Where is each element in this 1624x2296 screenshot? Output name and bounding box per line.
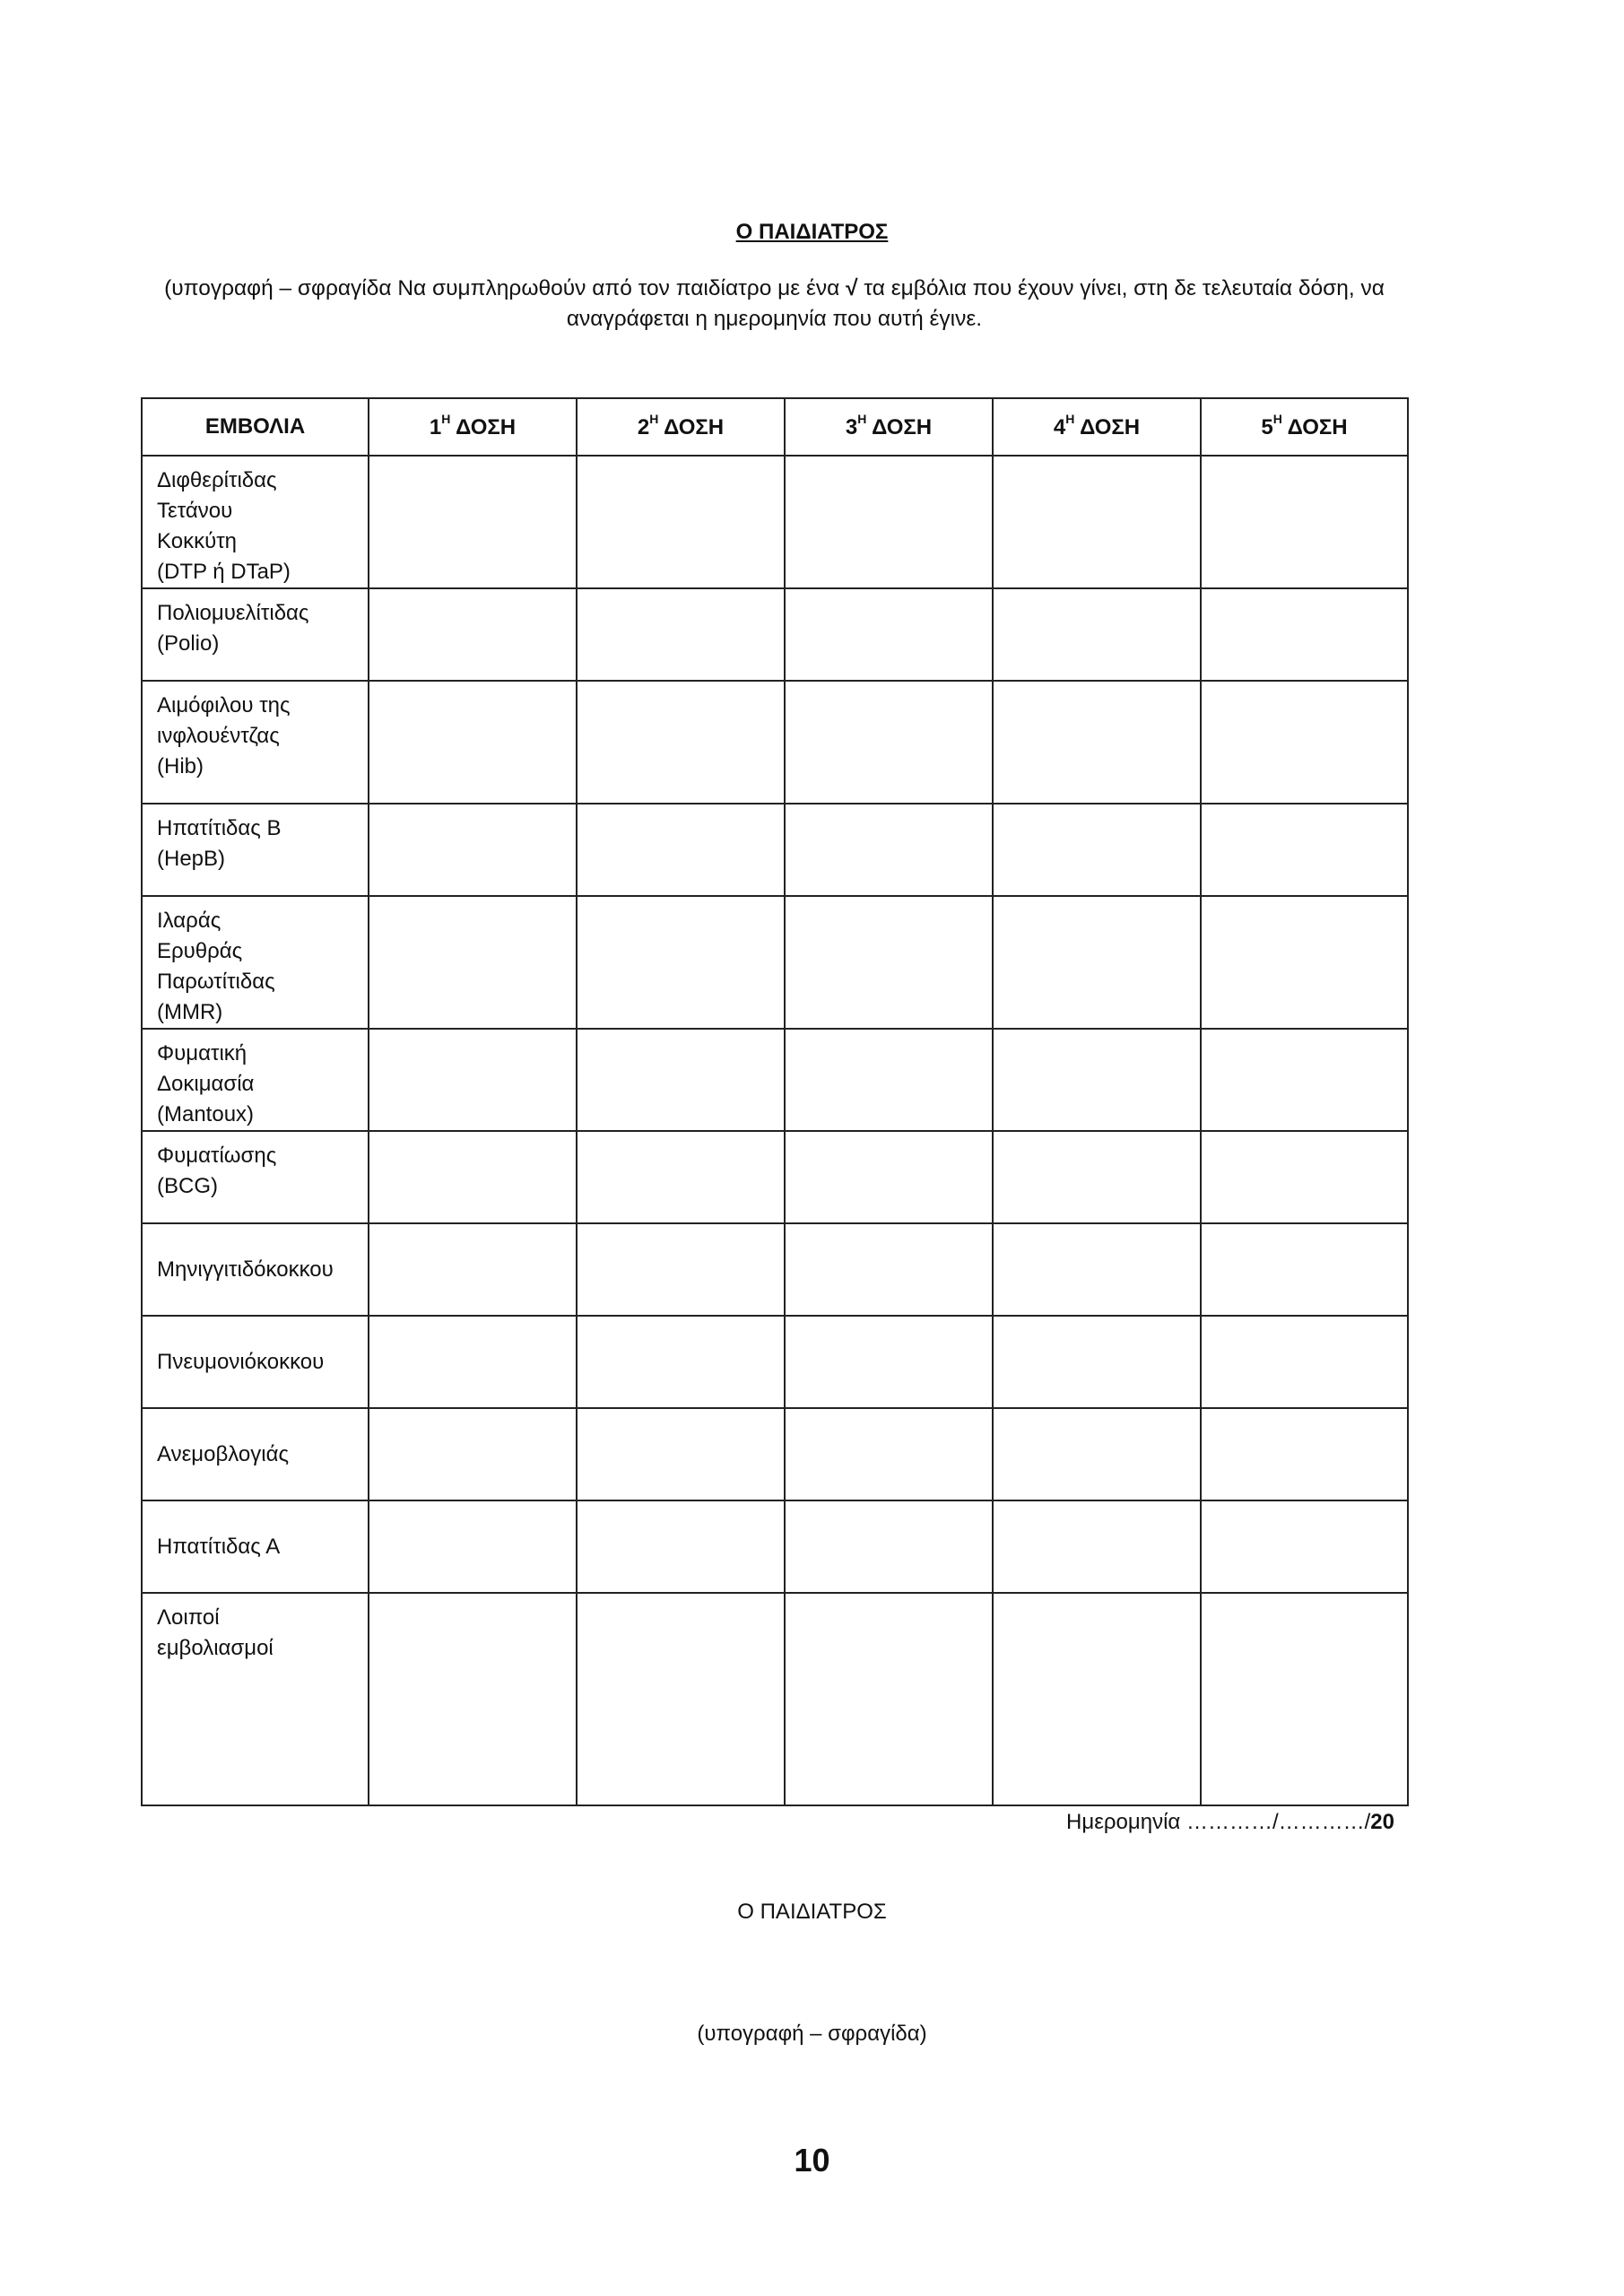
header-dose-5 <box>1201 398 1408 456</box>
table-row <box>142 588 1408 681</box>
dose-cell[interactable] <box>577 456 785 588</box>
dose-label: ΔΟΣΗ <box>450 414 517 439</box>
vaccine-name-line: ινφλουέντζας <box>157 724 280 748</box>
dose-cell[interactable] <box>1201 1316 1408 1408</box>
vaccine-name-cell <box>142 1500 369 1593</box>
dose-cell[interactable] <box>993 1316 1201 1408</box>
dose-number: 3 <box>845 414 858 439</box>
dose-cell[interactable] <box>993 804 1201 896</box>
dose-cell[interactable] <box>785 1593 993 1805</box>
page-number: 10 <box>794 2142 830 2179</box>
vaccine-name-cell <box>142 1316 369 1408</box>
header-dose-2 <box>577 398 785 456</box>
dose-cell[interactable] <box>577 1029 785 1131</box>
date-prefix: Ημερομηνία …………/…………/ <box>1066 1810 1371 1834</box>
dose-cell[interactable] <box>577 681 785 804</box>
vaccine-name-line: (Mantoux) <box>157 1102 255 1126</box>
dose-cell[interactable] <box>369 1223 577 1316</box>
checkmark-symbol: √ <box>846 276 858 300</box>
vaccine-name-line: Αιμόφιλου της <box>157 693 291 718</box>
dose-cell[interactable] <box>577 804 785 896</box>
dose-cell[interactable] <box>993 1223 1201 1316</box>
dose-number: 1 <box>429 414 442 439</box>
vaccine-name-line: Πνευμονιόκοκκου <box>157 1349 325 1374</box>
dose-superscript: Η <box>441 411 451 426</box>
table-row <box>142 1316 1408 1408</box>
dose-cell[interactable] <box>577 896 785 1029</box>
dose-cell[interactable] <box>1201 681 1408 804</box>
dose-label: ΔΟΣΗ <box>1074 414 1141 439</box>
table-row <box>142 1223 1408 1316</box>
dose-cell[interactable] <box>577 1408 785 1500</box>
dose-cell[interactable] <box>785 456 993 588</box>
dose-number: 2 <box>637 414 650 439</box>
vaccine-name-line: Κοκκύτη <box>157 529 238 553</box>
table-row <box>142 1131 1408 1223</box>
dose-cell[interactable] <box>993 588 1201 681</box>
dose-number: 4 <box>1053 414 1066 439</box>
dose-cell[interactable] <box>577 1500 785 1593</box>
signature-title: Ο ΠΑΙΔΙΑΤΡΟΣ <box>737 1900 887 1924</box>
vaccine-name-cell <box>142 896 369 1029</box>
vaccine-name-line: (BCG) <box>157 1174 218 1198</box>
header-dose-1 <box>369 398 577 456</box>
table-row <box>142 1408 1408 1500</box>
vaccine-name-line: Μηνιγγιτιδόκοκκου <box>157 1257 334 1282</box>
table-row <box>142 804 1408 896</box>
vaccine-name-cell <box>142 1029 369 1131</box>
dose-cell[interactable] <box>1201 896 1408 1029</box>
dose-cell[interactable] <box>993 1131 1201 1223</box>
dose-cell[interactable] <box>785 804 993 896</box>
vaccine-name-line: Τετάνου <box>157 499 233 523</box>
vaccine-name-line: (Hib) <box>157 754 204 778</box>
vaccine-name-line: Ηπατίτιδας Β <box>157 816 282 840</box>
dose-cell[interactable] <box>369 1593 577 1805</box>
dose-cell[interactable] <box>785 1029 993 1131</box>
dose-label: ΔΟΣΗ <box>1281 414 1348 439</box>
dose-cell[interactable] <box>369 804 577 896</box>
vaccine-name-cell <box>142 1131 369 1223</box>
dose-cell[interactable] <box>1201 456 1408 588</box>
dose-cell[interactable] <box>577 1593 785 1805</box>
date-year: 20 <box>1370 1810 1394 1834</box>
dose-cell[interactable] <box>785 1500 993 1593</box>
vaccine-name-line: Δοκιμασία <box>157 1072 255 1096</box>
header-dose-4 <box>993 398 1201 456</box>
vaccine-name-line: εμβολιασμοί <box>157 1636 274 1660</box>
dose-cell[interactable] <box>785 1316 993 1408</box>
dose-cell[interactable] <box>577 1223 785 1316</box>
vaccine-name-line: Λοιποί <box>157 1605 220 1630</box>
dose-cell[interactable] <box>785 1408 993 1500</box>
vaccine-name-line: Φυματική <box>157 1041 248 1065</box>
dose-cell[interactable] <box>785 896 993 1029</box>
dose-cell[interactable] <box>577 1316 785 1408</box>
dose-number: 5 <box>1261 414 1273 439</box>
dose-cell[interactable] <box>1201 1223 1408 1316</box>
vaccine-name-line: Ιλαράς <box>157 909 221 933</box>
dose-superscript: Η <box>857 411 867 426</box>
dose-label: ΔΟΣΗ <box>658 414 725 439</box>
vaccine-name-line: Ερυθράς <box>157 939 243 963</box>
instructions-text <box>161 274 1387 335</box>
dose-cell[interactable] <box>369 588 577 681</box>
dose-cell[interactable] <box>369 681 577 804</box>
dose-superscript: Η <box>1065 411 1075 426</box>
dose-superscript: Η <box>649 411 659 426</box>
vaccine-name-cell <box>142 1408 369 1500</box>
table-row <box>142 1593 1408 1805</box>
dose-cell[interactable] <box>369 1029 577 1131</box>
dose-cell[interactable] <box>1201 1408 1408 1500</box>
signature-stamp: (υπογραφή – σφραγίδα) <box>697 2022 927 2046</box>
vaccine-name-cell <box>142 456 369 588</box>
dose-cell[interactable] <box>1201 804 1408 896</box>
vaccine-name-cell <box>142 1593 369 1805</box>
dose-label: ΔΟΣΗ <box>866 414 933 439</box>
dose-cell[interactable] <box>369 896 577 1029</box>
dose-cell[interactable] <box>785 681 993 804</box>
vaccine-name-line: Ηπατίτιδας Α <box>157 1534 281 1559</box>
vaccine-name-line: (DTP ή DTaP) <box>157 560 291 584</box>
dose-cell[interactable] <box>993 1500 1201 1593</box>
dose-cell[interactable] <box>577 588 785 681</box>
dose-cell[interactable] <box>369 1408 577 1500</box>
vaccine-name-cell <box>142 804 369 896</box>
table-row <box>142 1500 1408 1593</box>
dose-cell[interactable] <box>785 1223 993 1316</box>
dose-cell[interactable] <box>1201 1029 1408 1131</box>
table-row <box>142 681 1408 804</box>
dose-cell[interactable] <box>993 896 1201 1029</box>
dose-cell[interactable] <box>369 1316 577 1408</box>
dose-cell[interactable] <box>993 1593 1201 1805</box>
dose-cell[interactable] <box>993 1408 1201 1500</box>
vaccine-name-line: Διφθερίτιδας <box>157 468 277 492</box>
dose-superscript: Η <box>1272 411 1282 426</box>
instructions-part-1: (υπογραφή – σφραγίδα Να συμπληρωθούν από τον παιδίατρο με ένα <box>164 276 847 300</box>
vaccine-name-line: Ανεμοβλογιάς <box>157 1441 290 1466</box>
dose-cell[interactable] <box>577 1131 785 1223</box>
vaccine-name-cell <box>142 681 369 804</box>
dose-cell[interactable] <box>785 588 993 681</box>
dose-cell[interactable] <box>785 1131 993 1223</box>
table-row <box>142 896 1408 1029</box>
page-heading: Ο ΠΑΙΔΙΑΤΡΟΣ <box>735 220 889 244</box>
dose-cell[interactable] <box>369 1500 577 1593</box>
dose-cell[interactable] <box>1201 1593 1408 1805</box>
vaccine-name-line: (MMR) <box>157 1000 223 1024</box>
table-header-row <box>142 398 1408 456</box>
dose-cell[interactable] <box>993 681 1201 804</box>
dose-cell[interactable] <box>369 456 577 588</box>
vaccine-name-line: Φυματίωσης <box>157 1144 277 1168</box>
header-dose-3 <box>785 398 993 456</box>
header-vaccines: ΕΜΒΟΛΙΑ <box>142 398 369 456</box>
vaccine-name-line: (Polio) <box>157 631 220 656</box>
dose-cell[interactable] <box>369 1131 577 1223</box>
instructions-part-2: τα εμβόλια που έχουν γίνει, στη δε τελευταία δόση, να αναγράφεται η ημερομηνία που αυτή έγινε. <box>566 276 1385 331</box>
vaccine-name-line: (HepB) <box>157 847 226 871</box>
date-field <box>1066 1810 1394 1835</box>
vaccine-name-cell <box>142 588 369 681</box>
vaccine-name-cell <box>142 1223 369 1316</box>
dose-cell[interactable] <box>1201 588 1408 681</box>
vaccine-name-line: Πολιομυελίτιδας <box>157 601 309 625</box>
table-row <box>142 456 1408 588</box>
vaccination-table <box>141 397 1409 1806</box>
dose-cell[interactable] <box>993 456 1201 588</box>
dose-cell[interactable] <box>1201 1131 1408 1223</box>
dose-cell[interactable] <box>1201 1500 1408 1593</box>
dose-cell[interactable] <box>993 1029 1201 1131</box>
vaccine-name-line: Παρωτίτιδας <box>157 970 275 994</box>
table-row <box>142 1029 1408 1131</box>
